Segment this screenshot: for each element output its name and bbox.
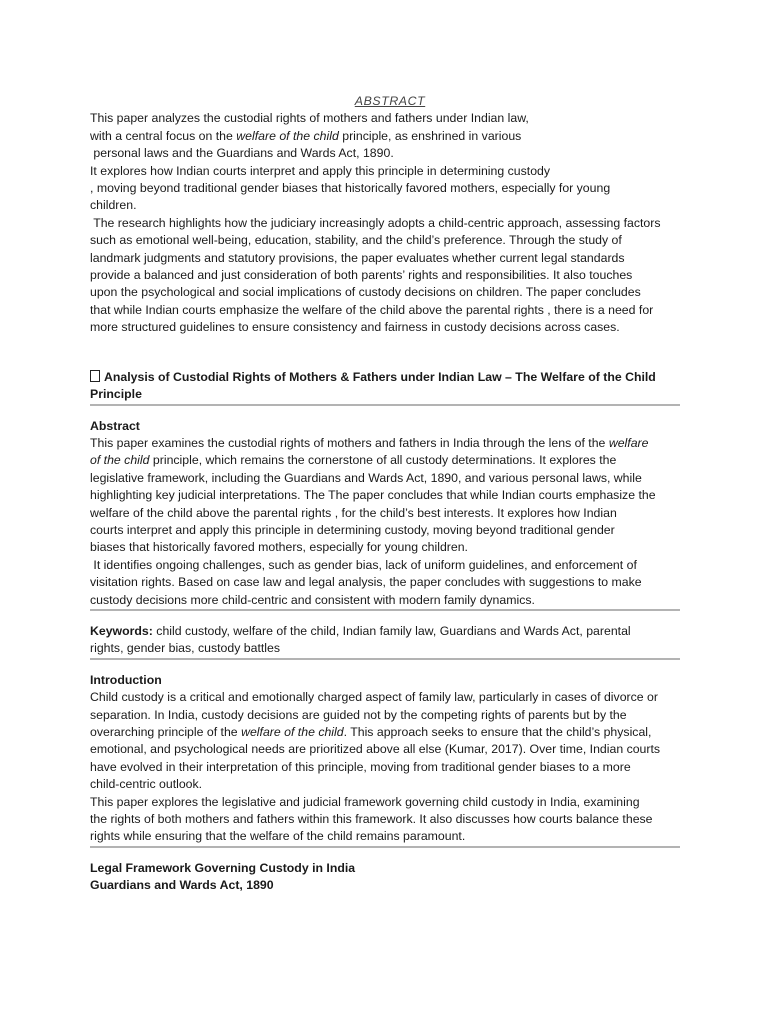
abstract2-heading: Abstract <box>90 418 140 433</box>
abstract2-line: It identifies ongoing challenges, such as gender bias, lack of uniform guidelines, and enforcement of <box>90 557 637 572</box>
abstract2-line <box>90 435 680 452</box>
keywords-section <box>90 623 680 658</box>
abstract-line: landmark judgments and statutory provisions, the paper evaluates whether current legal standards <box>90 250 625 265</box>
abstract-heading: ABSTRACT <box>354 94 426 108</box>
abstract-emphasis: welfare of the child <box>236 128 339 143</box>
paper-title <box>90 369 680 404</box>
intro-line: separation. In India, custody decisions are guided not by the competing rights of parents but by the <box>90 707 627 722</box>
abstract2-line: custody decisions more child-centric and consistent with modern family dynamics. <box>90 592 535 607</box>
abstract-line: The research highlights how the judiciary increasingly adopts a child-centric approach, assessing factors <box>90 215 661 230</box>
paper-title-line: Principle <box>90 387 142 402</box>
abstract-line: upon the psychological and social implications of custody decisions on children. The paper concludes <box>90 285 641 300</box>
legal-framework-section <box>90 860 680 895</box>
abstract2-line: welfare of the child above the parental rights , for the child’s best interests. It explores how Indian <box>90 505 617 520</box>
abstract2-line: highlighting key judicial interpretations. The The paper concludes that while Indian courts emphasize the <box>90 488 656 503</box>
abstract-body <box>90 110 680 336</box>
abstract-line: personal laws and the Guardians and Wards Act, 1890. <box>90 146 394 161</box>
abstract-text: principle, as enshrined in various <box>338 128 522 143</box>
intro-line: Child custody is a critical and emotionally charged aspect of family law, particularly in cases of divorce or <box>90 690 658 705</box>
abstract2-line: courts interpret and apply this principle in determining custody, moving beyond traditional gender <box>90 522 615 537</box>
intro-line <box>90 724 680 741</box>
abstract-line: that while Indian courts emphasize the welfare of the child above the parental rights , there is a need for <box>90 302 654 317</box>
intro-line: rights while ensuring that the welfare of the child remains paramount. <box>90 829 466 844</box>
abstract-line: This paper analyzes the custodial rights of mothers and fathers under Indian law, <box>90 111 529 126</box>
abstract-text: with a central focus on the <box>90 128 237 143</box>
intro-heading: Introduction <box>90 672 162 687</box>
keywords-text: child custody, welfare of the child, Indian family law, Guardians and Wards Act, parental <box>152 623 631 638</box>
intro-line: have evolved in their interpretation of this principle, moving from traditional gender biases to a more <box>90 759 631 774</box>
keywords-line: rights, gender bias, custody battles <box>90 641 281 656</box>
abstract-line: children. <box>90 198 137 213</box>
legal-heading: Legal Framework Governing Custody in India <box>90 860 356 875</box>
intro-emphasis: welfare of the child <box>241 725 344 739</box>
intro-line: emotional, and psychological needs are prioritized above all else (Kumar, 2017). Over time, Indian courts <box>90 742 661 757</box>
abstract-line: such as emotional well-being, education, stability, and the child’s preference. Through the study of <box>90 233 622 248</box>
paper-title-text: Analysis of Custodial Rights of Mothers & Fathers under Indian Law – The Welfare of the Child <box>104 369 656 384</box>
abstract-line: provide a balanced and just consideration of both parents’ rights and responsibilities. It also touches <box>90 268 633 283</box>
abstract2-line: legislative framework, including the Guardians and Wards Act, 1890, and various personal laws, while <box>90 470 642 485</box>
abstract-line: , moving beyond traditional gender biases that historically favored mothers, especially for young <box>90 181 611 196</box>
abstract2-line: biases that historically favored mothers, especially for young children. <box>90 540 468 555</box>
abstract2-line: visitation rights. Based on case law and legal analysis, the paper concludes with suggestions to make <box>90 575 642 590</box>
paper-title-line <box>90 369 680 386</box>
abstract2-line <box>90 452 680 469</box>
intro-text: . This approach seeks to ensure that the child’s physical, <box>343 725 652 739</box>
introduction-section <box>90 672 680 846</box>
keywords-line <box>90 623 680 640</box>
keywords-label: Keywords: <box>90 623 153 638</box>
abstract-section <box>90 418 680 609</box>
intro-text: overarching principle of the <box>90 725 242 739</box>
intro-line: the rights of both mothers and fathers within this framework. It also discusses how courts balance these <box>90 812 653 827</box>
abstract2-text: principle, which remains the cornerstone of all custody determinations. It explores the <box>149 453 617 468</box>
intro-line: child-centric outlook. <box>90 777 203 792</box>
intro-line: This paper explores the legislative and judicial framework governing child custody in India, examining <box>90 794 640 809</box>
document-page <box>90 93 680 895</box>
abstract2-emphasis: welfare <box>608 435 649 450</box>
checkbox-icon <box>90 370 100 382</box>
abstract2-emphasis: of the child <box>90 453 150 468</box>
abstract-line: It explores how Indian courts interpret and apply this principle in determining custody <box>90 163 551 178</box>
legal-subheading: Guardians and Wards Act, 1890 <box>90 878 274 893</box>
abstract-line: more structured guidelines to ensure consistency and fairness in custody decisions across cases. <box>90 320 620 335</box>
abstract2-text: This paper examines the custodial rights of mothers and fathers in India through the lens of the <box>90 435 609 450</box>
abstract-line <box>90 128 680 145</box>
